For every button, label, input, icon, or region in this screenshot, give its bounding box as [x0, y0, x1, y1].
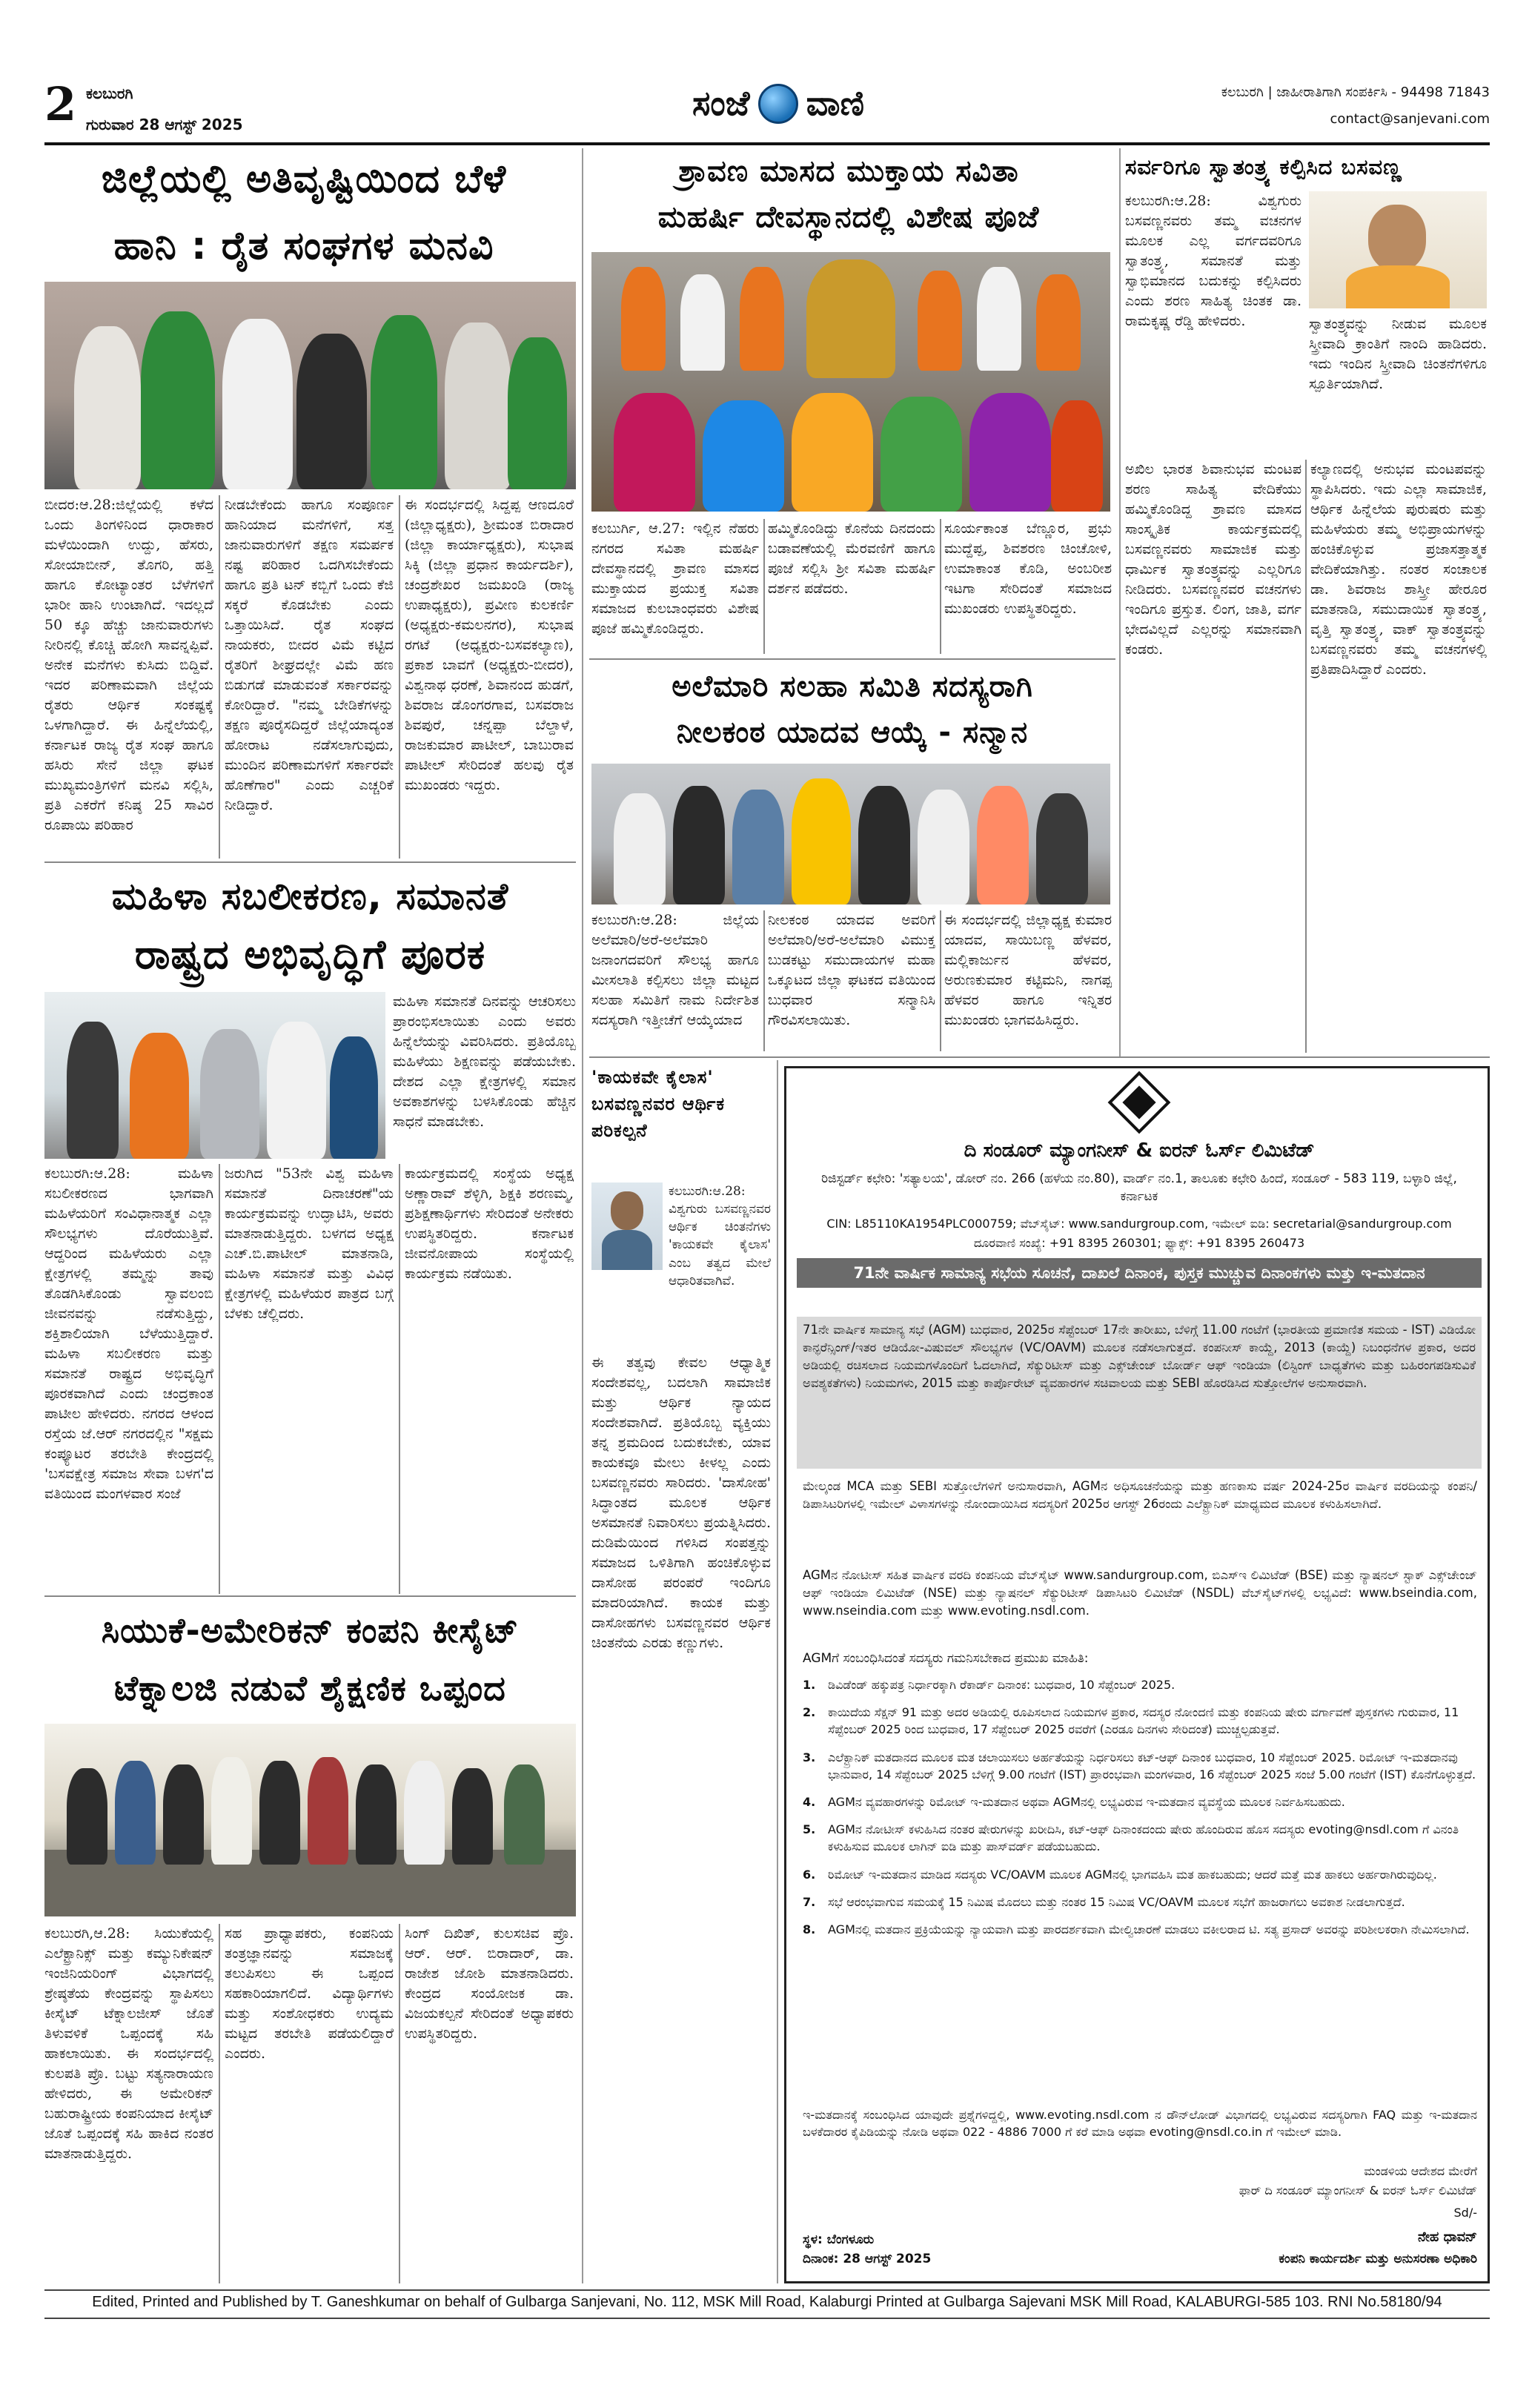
article6-headline: ಸರ್ವರಿಗೂ ಸ್ವಾತಂತ್ರ್ಯ ಕಲ್ಪಿಸಿದ ಬಸವಣ್ಣ	[1125, 154, 1402, 179]
article5-headline-1: ಅಲೆಮಾರಿ ಸಲಹಾ ಸಮಿತಿ ಸದಸ್ಯರಾಗಿ	[672, 669, 1033, 704]
article4-col2: ಹಮ್ಮಿಕೊಂಡಿದ್ದು ಕೊನೆಯ ದಿನದಂದು ಬಡಾವಣೆಯಲ್ಲಿ ಮೆರವಣಿಗೆ ಹಾಗೂ ಪೂಜೆ ಸಲ್ಲಿಸಿ ಶ್ರೀ ಸವಿತಾ ಮಹರ್ಷಿ ದರ್ಶನ ಪಡೆದರು.	[768, 520, 935, 597]
article2-photo	[44, 992, 385, 1159]
masthead-right-line: ಕಲಬುರಗಿ | ಜಾಹೀರಾತಿಗಾಗಿ ಸಂಪರ್ಕಿಸಿ - 94498 71843	[1221, 85, 1490, 100]
agm-notice-ad	[784, 1066, 1490, 2283]
article1-col1: ಬೀದರ:ಆ.28:ಜಿಲ್ಲೆಯಲ್ಲಿ ಕಳೆದ ಒಂದು ತಿಂಗಳಿನಿಂದ ಧಾರಾಕಾರ ಮಳೆಯಿಂದಾಗಿ ಉದ್ದು, ಹೆಸರು, ಸೋಯಾಬೀನ್, ತೊಗರಿ, ಹತ್ತಿ ಹಾಗೂ ಕೋಟ್ಯಾಂತರ ಬೆಳೆಗಳಿಗೆ ಭಾರೀ ಹಾನಿ ಉಂಟಾಗಿದೆ. ಇದಲ್ಲದೆ 50 ಕ್ಕೂ ಹೆಚ್ಚು ಜಾನುವಾರುಗಳು ನೀರಿನಲ್ಲಿ ಕೊಚ್ಚಿ ಹೋಗಿ ಸಾವನ್ನಪ್ಪಿವೆ. ಅನೇಕ ಮನೆಗಳು ಕುಸಿದು ಬಿದ್ದಿವೆ. ಇದರ ಪರಿಣಾಮವಾಗಿ ಜಿಲ್ಲೆಯ ರೈತರು ಆರ್ಥಿಕ ಸಂಕಷ್ಟಕ್ಕೆ ಒಳಗಾಗಿದ್ದಾರೆ. ಈ ಹಿನ್ನೆಲೆಯಲ್ಲಿ, ಕರ್ನಾಟಕ ರಾಜ್ಯ ರೈತ ಸಂಘ ಹಾಗೂ ಹಸಿರು ಸೇನೆ ಜಿಲ್ಲಾ ಘಟಕ ಮುಖ್ಯಮಂತ್ರಿಗಳಿಗೆ ಮನವಿ ಸಲ್ಲಿಸಿ, ಪ್ರತಿ ಎಕರೆಗೆ ಕನಿಷ್ಠ 25 ಸಾವಿರ ರೂಪಾಯಿ ಪರಿಹಾರ	[44, 497, 213, 833]
article7-portrait	[591, 1182, 663, 1270]
ad-board-order: ಮಂಡಳಿಯ ಆದೇಶದ ಮೇರೆಗೆ	[1364, 2164, 1477, 2178]
ad-company-name: ದಿ ಸಂಡೂರ್ ಮ್ಯಾಂಗನೀಸ್ & ಐರನ್ ಓರ್ಸ್ ಲಿಮಿಟೆಡ್	[964, 1140, 1315, 1162]
article1-photo	[44, 282, 576, 489]
article2-col1: ಕಲಬುರಗಿ:ಆ.28: ಮಹಿಳಾ ಸಬಲೀಕರಣದ ಭಾಗವಾಗಿ ಮಹಿಳೆಯರಿಗೆ ಸಂವಿಧಾನಾತ್ಮಕ ಎಲ್ಲಾ ಸೌಲಭ್ಯಗಳು ದೊರೆಯುತ್ತಿವೆ. ಆದ್ದರಿಂದ ಮಹಿಳೆಯರು ಎಲ್ಲಾ ಕ್ಷೇತ್ರಗಳಲ್ಲಿ ತಮ್ಮನ್ನು ತಾವು ತೊಡಗಿಸಿಕೊಂಡು ಸ್ವಾವಲಂಬಿ ಜೀವನವನ್ನು ನಡೆಸುತ್ತಿದ್ದು, ಶಕ್ತಿಶಾಲಿಯಾಗಿ ಬೆಳೆಯುತ್ತಿದ್ದಾರೆ. ಮಹಿಳಾ ಸಬಲೀಕರಣ ಮತ್ತು ಸಮಾನತೆ ರಾಷ್ಟ್ರದ ಅಭಿವೃದ್ಧಿಗೆ ಪೂರಕವಾಗಿದೆ ಎಂದು ಚಂದ್ರಕಾಂತ ಪಾಟೀಲ ಹೇಳಿದರು. ನಗರದ ಆಳಂದ ರಸ್ತೆಯ ಜೆ.ಆರ್ ನಗರದಲ್ಲಿನ "ಸಕ್ಷಮ ಕಂಪ್ಯೂಟರ ತರಬೇತಿ ಕೇಂದ್ರದಲ್ಲಿ 'ಬಸವಕ್ಷೇತ್ರ ಸಮಾಜ ಸೇವಾ ಬಳಗ'ದ ವತಿಯಿಂದ ಮಂಗಳವಾರ ಸಂಜೆ	[44, 1165, 213, 1502]
ad-sd: Sd/-	[1453, 2206, 1477, 2220]
masthead-date: ಗುರುವಾರ 28 ಆಗಸ್ಟ್ 2025	[86, 116, 243, 133]
ad-list-item: 2. ಕಾಯಿದೆಯ ಸೆಕ್ಷನ್ 91 ಮತ್ತು ಅದರ ಅಡಿಯಲ್ಲಿ ರೂಪಿಸಲಾದ ನಿಯಮಗಳ ಪ್ರಕಾರ, ಸದಸ್ಯರ ನೋಂದಣಿ ಮತ್ತು ಕಂಪನಿಯ ಷೇರು ವರ್ಗಾವಣೆ ಪುಸ್ತಕಗಳು ಗುರುವಾರ, 11 ಸೆಪ್ಟೆಂಬರ್ 2025 ರಿಂದ ಬುಧವಾರ, 17 ಸೆಪ್ಟೆಂಬರ್ 2025 ರವರೆಗೆ (ಎರಡೂ ದಿನಗಳು ಸೇರಿದಂತೆ) ಮುಚ್ಚಲ್ಪಡುತ್ತವೆ.	[803, 1705, 1459, 1737]
page-number: 2	[44, 77, 77, 131]
masthead-logo	[660, 83, 897, 132]
article5-col3: ಈ ಸಂದರ್ಭದಲ್ಲಿ ಜಿಲ್ಲಾಧ್ಯಕ್ಷ ಕುಮಾರ ಯಾದವ, ಸಾಯಿಬಣ್ಣ ಹೆಳವರ, ಮಲ್ಲಿಕಾರ್ಜುನ ಹೆಳವರ, ಅರುಣಕುಮಾರ ಕಟ್ಟಿಮನಿ, ನಾಗಪ್ಪ ಹೆಳವರ ಹಾಗೂ ಇನ್ನಿತರ ಮುಖಂಡರು ಭಾಗವಹಿಸಿದ್ದರು.	[944, 912, 1112, 1028]
masthead-city: ಕಲಬುರಗಿ	[86, 85, 133, 102]
article4-col1: ಕಲಬುರ್ಗಿ, ಆ.27: ಇಲ್ಲಿನ ನೆಹರು ನಗರದ ಸವಿತಾ ಮಹರ್ಷಿ ದೇವಸ್ಥಾನದಲ್ಲಿ ಶ್ರಾವಣ ಮಾಸದ ಮುಕ್ತಾಯದ ಪ್ರಯುಕ್ತ ಸವಿತಾ ಸಮಾಜದ ಕುಲಬಾಂಧವರು ವಿಶೇಷ ಪೂಜೆ ಹಮ್ಮಿಕೊಂಡಿದ್ದರು.	[591, 520, 759, 637]
masthead-rule	[44, 142, 1490, 145]
article2-headline-1: ಮಹಿಳಾ ಸಬಲೀಕರಣ, ಸಮಾನತೆ	[111, 875, 509, 918]
ad-signatory-name: ನೇಹ ಧಾವನ್	[1417, 2229, 1477, 2245]
company-logo-icon	[1108, 1071, 1171, 1134]
article6-col1: ಅಖಿಲ ಭಾರತ ಶಿವಾನುಭವ ಮಂಟಪ ಶರಣ ಸಾಹಿತ್ಯ ವೇದಿಕೆಯು ಹಮ್ಮಿಕೊಂಡಿದ್ದ ಶ್ರಾವಣ ಮಾಸದ ಸಾಂಸ್ಕೃತಿಕ ಕಾರ್ಯಕ್ರಮದಲ್ಲಿ ಬಸವಣ್ಣನವರು ಸಾಮಾಜಿಕ ಮತ್ತು ಧಾರ್ಮಿಕ ಸ್ವಾತಂತ್ರ್ಯವನ್ನು ಎಲ್ಲರಿಗೂ ನೀಡಿದರು. ಬಸವಣ್ಣನವರ ವಚನಗಳು ಇಂದಿಗೂ ಪ್ರಸ್ತುತ. ಲಿಂಗ, ಜಾತಿ, ವರ್ಗ ಭೇದವಿಲ್ಲದೆ ಎಲ್ಲರನ್ನು ಸಮಾನವಾಗಿ ಕಂಡರು.	[1125, 461, 1301, 658]
ad-phone: ದೂರವಾಣಿ ಸಂಖ್ಯೆ: +91 8395 260301; ಫ್ಯಾಕ್ಸ್: +91 8395 260473	[973, 1236, 1305, 1250]
article7-col-top: ಕಲಬುರಗಿ:ಆ.28: ವಿಶ್ವಗುರು ಬಸವಣ್ಣನವರ ಆರ್ಥಿಕ ಚಿಂತನೆಗಳು 'ಕಾಯಕವೇ ಕೈಲಾಸ' ಎಂಬ ತತ್ವದ ಮೇಲೆ ಆಧಾರಿತವಾಗಿವೆ.	[669, 1184, 771, 1289]
ad-date: ದಿನಾಂಕ: 28 ಆಗಸ್ಟ್ 2025	[803, 2252, 932, 2266]
article3-col3: ಸಿಂಗ್ ದಿಖಿತ್, ಕುಲಸಚಿವ ಪ್ರೊ. ಆರ್. ಆರ್. ಬಿರಾದಾರ್, ಡಾ. ರಾಜೇಶ ಜೋಶಿ ಮಾತನಾಡಿದರು. ಕೇಂದ್ರದ ಸಂಯೋಜಕ ಡಾ. ವಿಜಯಕಲ್ಪನೆ ಸೇರಿದಂತೆ ಅಧ್ಯಾಪಕರು ಉಪಸ್ಥಿತರಿದ್ದರು.	[405, 1925, 574, 2042]
ad-list-item: 7. ಸಭೆ ಆರಂಭವಾಗುವ ಸಮಯಕ್ಕೆ 15 ನಿಮಿಷ ಮೊದಲು ಮತ್ತು ನಂತರ 15 ನಿಮಿಷ VC/OAVM ಮೂಲಕ ಸಭೆಗೆ ಹಾಜರಾಗಲು ಅವಕಾಶ ನೀಡಲಾಗುತ್ತದೆ.	[803, 1894, 1405, 1909]
article3-col1: ಕಲಬುರಗಿ,ಆ.28: ಸಿಯುಕೆಯಲ್ಲಿ ಎಲೆಕ್ಟ್ರಾನಿಕ್ಸ್ ಮತ್ತು ಕಮ್ಯುನಿಕೇಷನ್ ಇಂಜಿನಿಯರಿಂಗ್ ವಿಭಾಗದಲ್ಲಿ ಶ್ರೇಷ್ಠತೆಯ ಕೇಂದ್ರವನ್ನು ಸ್ಥಾಪಿಸಲು ಕೀಸೈಟ್ ಟೆಕ್ನಾಲಜೀಸ್ ಜೊತೆ ತಿಳುವಳಿಕೆ ಒಪ್ಪಂದಕ್ಕೆ ಸಹಿ ಹಾಕಲಾಯಿತು. ಈ ಸಂದರ್ಭದಲ್ಲಿ ಕುಲಪತಿ ಪ್ರೊ. ಬಟ್ಟು ಸತ್ಯನಾರಾಯಣ ಹೇಳಿದರು, ಈ ಅಮೇರಿಕನ್ ಬಹುರಾಷ್ಟ್ರೀಯ ಕಂಪನಿಯಾದ ಕೀಸೈಟ್ ಜೊತೆ ಒಪ್ಪಂದಕ್ಕೆ ಸಹಿ ಹಾಕಿದ ನಂತರ ಮಾತನಾಡುತ್ತಿದ್ದರು.	[44, 1925, 213, 2162]
article6-portrait	[1309, 191, 1487, 308]
article5-col1: ಕಲಬುರಗಿ:ಆ.28: ಜಿಲ್ಲೆಯ ಅಲೆಮಾರಿ/ಅರೆ-ಅಲೆಮಾರಿ ಜನಾಂಗದವರಿಗೆ ಸೌಲಭ್ಯ ಹಾಗೂ ಮೀಸಲಾತಿ ಕಲ್ಪಿಸಲು ಜಿಲ್ಲಾ ಮಟ್ಟದ ಸಲಹಾ ಸಮಿತಿಗೆ ನಾಮ ನಿರ್ದೇಶಿತ ಸದಸ್ಯರಾಗಿ ಇತ್ತೀಚೆಗೆ ಆಯ್ಕೆಯಾದ	[591, 912, 759, 1028]
article4-headline-1: ಶ್ರಾವಣ ಮಾಸದ ಮುಕ್ತಾಯ ಸವಿತಾ	[678, 154, 1019, 188]
article1-headline-1: ಜಿಲ್ಲೆಯಲ್ಲಿ ಅತಿವೃಷ್ಟಿಯಿಂದ ಬೆಳೆ	[101, 157, 507, 202]
article5-headline-2: ನೀಲಕಂಠ ಯಾದವ ಆಯ್ಕೆ - ಸನ್ಮಾನ	[676, 715, 1029, 750]
article1-headline-2: ಹಾನಿ : ರೈತ ಸಂಘಗಳ ಮನವಿ	[113, 224, 494, 268]
masthead	[44, 77, 1490, 142]
ad-signatory-title: ಕಂಪನಿ ಕಾರ್ಯದರ್ಶಿ ಮತ್ತು ಅನುಸರಣಾ ಅಧಿಕಾರಿ	[1279, 2252, 1477, 2266]
ad-notice-title: 71ನೇ ವಾರ್ಷಿಕ ಸಾಮಾನ್ಯ ಸಭೆಯ ಸೂಚನೆ, ದಾಖಲೆ ದಿನಾಂಕ, ಪುಸ್ತಕ ಮುಚ್ಚುವ ದಿನಾಂಕಗಳು ಮತ್ತು ಇ-ಮತದಾನ	[797, 1258, 1482, 1288]
ad-help-para: ಇ-ಮತದಾನಕ್ಕೆ ಸಂಬಂಧಿಸಿದ ಯಾವುದೇ ಪ್ರಶ್ನೆಗಳಿದ್ದಲ್ಲಿ, www.evoting.nsdl.com ನ ಡೌನ್‌ಲೋಡ್ ವಿಭಾಗದಲ್ಲಿ ಲಭ್ಯವಿರುವ ಸದಸ್ಯರಿಗಾಗಿ FAQ ಮತ್ತು ಇ-ಮತದಾನ ಬಳಕೆದಾರರ ಕೈಪಿಡಿಯನ್ನು ನೋಡಿ ಅಥವಾ 022 - 4886 7000 ಗೆ ಕರೆ ಮಾಡಿ ಅಥವಾ evoting@nsdl.co.in ಗೆ ಇಮೇಲ್ ಮಾಡಿ.	[803, 2108, 1477, 2140]
article7-body: ಈ ತತ್ವವು ಕೇವಲ ಆಧ್ಯಾತ್ಮಿಕ ಸಂದೇಶವಲ್ಲ, ಬದಲಾಗಿ ಸಾಮಾಜಿಕ ಮತ್ತು ಆರ್ಥಿಕ ನ್ಯಾಯದ ಸಂದೇಶವಾಗಿದೆ. ಪ್ರತಿಯೊಬ್ಬ ವ್ಯಕ್ತಿಯು ತನ್ನ ಶ್ರಮದಿಂದ ಬದುಕಬೇಕು, ಯಾವ ಕಾಯಕವೂ ಮೇಲು ಕೀಳಲ್ಲ ಎಂದು ಬಸವಣ್ಣನವರು ಸಾರಿದರು. 'ದಾಸೋಹ' ಸಿದ್ಧಾಂತದ ಮೂಲಕ ಆರ್ಥಿಕ ಅಸಮಾನತೆ ನಿವಾರಿಸಲು ಪ್ರಯತ್ನಿಸಿದರು. ದುಡಿಮೆಯಿಂದ ಗಳಿಸಿದ ಸಂಪತ್ತನ್ನು ಸಮಾಜದ ಒಳಿತಿಗಾಗಿ ಹಂಚಿಕೊಳ್ಳುವ ದಾಸೋಹ ಪರಂಪರೆ ಇಂದಿಗೂ ಮಾದರಿಯಾಗಿದೆ. ಕಾಯಕ ಮತ್ತು ದಾಸೋಹಗಳು ಬಸವಣ್ಣನವರ ಆರ್ಥಿಕ ಚಿಂತನೆಯ ಎರಡು ಕಣ್ಣುಗಳು.	[591, 1354, 771, 1651]
ad-registered-office: ರಿಜಿಸ್ಟರ್ಡ್ ಕಛೇರಿ: 'ಸತ್ಯಾಲಯ', ಡೋರ್ ನಂ. 266 (ಹಳೆಯ ನಂ.80), ವಾರ್ಡ್ ನಂ.1, ತಾಲೂಕು ಕಛೇರಿ ಹಿಂದೆ, ಸಂಡೂರ್ - 583 119, ಬಳ್ಳಾರಿ ಜಿಲ್ಲೆ, ಕರ್ನಾಟಕ	[821, 1171, 1457, 1204]
article4-headline-2: ಮಹರ್ಷಿ ದೇವಸ್ಥಾನದಲ್ಲಿ ವಿಶೇಷ ಪೂಜೆ	[657, 200, 1040, 234]
logo-title-left: ಸಂಜೆ	[692, 83, 750, 123]
article1-col2: ನೀಡಬೇಕೆಂದು ಹಾಗೂ ಸಂಪೂರ್ಣ ಹಾನಿಯಾದ ಮನೆಗಳಿಗೆ, ಸತ್ತ ಜಾನುವಾರುಗಳಿಗೆ ತಕ್ಷಣ ಸಮರ್ಪಕ ನಷ್ಟ ಪರಿಹಾರ ಒದಗಿಸಬೇಕೆಂದು ಹಾಗೂ ಪ್ರತಿ ಟನ್ ಕಬ್ಬಿಗೆ ಒಂದು ಕೆಜಿ ಸಕ್ಕರೆ ಕೊಡಬೇಕು ಎಂದು ಒತ್ತಾಯಿಸಿದೆ. ರೈತ ಸಂಘದ ನಾಯಕರು, ಬೀದರ ವಿಮೆ ಕಟ್ಟಿದ ರೈತರಿಗೆ ಶೀಘ್ರದಲ್ಲೇ ವಿಮೆ ಹಣ ಬಿಡುಗಡೆ ಮಾಡುವಂತೆ ಸರ್ಕಾರವನ್ನು ಕೋರಿದ್ದಾರೆ. "ನಮ್ಮ ಬೇಡಿಕೆಗಳನ್ನು ತಕ್ಷಣ ಪೂರೈಸದಿದ್ದರೆ ಜಿಲ್ಲೆಯಾದ್ಯಂತ ಹೋರಾಟ ನಡೆಸಲಾಗುವುದು, ಮುಂದಿನ ಪರಿಣಾಮಗಳಿಗೆ ಸರ್ಕಾರವೇ ಹೊಣೆಗಾರ" ಎಂದು ಎಚ್ಚರಿಕೆ ನೀಡಿದ್ದಾರೆ.	[225, 497, 394, 813]
article5-col2: ನೀಲಕಂಠ ಯಾದವ ಅವರಿಗೆ ಅಲೆಮಾರಿ/ಅರೆ-ಅಲೆಮಾರಿ ವಿಮುಕ್ತ ಬುಡಕಟ್ಟು ಸಮುದಾಯಗಳ ಮಹಾ ಒಕ್ಕೂಟದ ಜಿಲ್ಲಾ ಘಟಕದ ವತಿಯಿಂದ ಬುಧವಾರ ಸನ್ಮಾನಿಸಿ ಗೌರವಿಸಲಾಯಿತು.	[768, 912, 935, 1028]
article6-intro: ಕಲಬುರಗಿ:ಆ.28: ವಿಶ್ವಗುರು ಬಸವಣ್ಣನವರು ತಮ್ಮ ವಚನಗಳ ಮೂಲಕ ಎಲ್ಲ ವರ್ಗದವರಿಗೂ ಸ್ವಾತಂತ್ರ್ಯ, ಸಮಾನತೆ ಮತ್ತು ಸ್ವಾಭಿಮಾನದ ಬದುಕನ್ನು ಕಲ್ಪಿಸಿದರು ಎಂದು ಶರಣ ಸಾಹಿತ್ಯ ಚಿಂತಕ ಡಾ. ರಾಮಕೃಷ್ಣ ರೆಡ್ಡಿ ಹೇಳಿದರು.	[1125, 193, 1301, 329]
article3-headline-2: ಟೆಕ್ನಾಲಜಿ ನಡುವೆ ಶೈಕ್ಷಣಿಕ ಒಪ್ಪಂದ	[114, 1668, 506, 1708]
ad-place: ಸ್ಥಳ: ಬೆಂಗಳೂರು	[803, 2232, 875, 2247]
ad-list-item: 4. AGMನ ವ್ಯವಹಾರಗಳನ್ನು ರಿಮೋಟ್ ಇ-ಮತದಾನ ಅಥವಾ AGMನಲ್ಲಿ ಲಭ್ಯವಿರುವ ಇ-ಮತದಾನ ವ್ಯವಸ್ಥೆಯ ಮೂಲಕ ನಿರ್ವಹಿಸಬಹುದು.	[803, 1794, 1345, 1809]
ad-para1: 71ನೇ ವಾರ್ಷಿಕ ಸಾಮಾನ್ಯ ಸಭೆ (AGM) ಬುಧವಾರ, 2025ರ ಸೆಪ್ಟೆಂಬರ್ 17ನೇ ತಾರೀಖು, ಬೆಳಿಗ್ಗೆ 11.00 ಗಂಟೆಗೆ (ಭಾರತೀಯ ಪ್ರಮಾಣಿತ ಸಮಯ - IST) ವಿಡಿಯೋ ಕಾನ್ಫರೆನ್ಸಿಂಗ್/ಇತರ ಆಡಿಯೋ-ವಿಷುವಲ್ ಸೌಲಭ್ಯಗಳ (VC/OAVM) ಮೂಲಕ ನಡೆಸಲಾಗುತ್ತದೆ. ಕಂಪನೀಸ್ ಕಾಯ್ದೆ, 2013 (ಕಾಯ್ದೆ) ನಿಬಂಧನೆಗಳ ಪ್ರಕಾರ, ಅದರ ಅಡಿಯಲ್ಲಿ ರಚಿಸಲಾದ ನಿಯಮಗಳೊಂದಿಗೆ ಓದಲಾಗಿದೆ, ಸೆಕ್ಯುರಿಟೀಸ್ ಮತ್ತು ಎಕ್ಸ್‌ಚೇಂಜ್ ಬೋರ್ಡ್ ಆಫ್ ಇಂಡಿಯಾ (ಲಿಸ್ಟಿಂಗ್ ಬಾಧ್ಯತೆಗಳು ಮತ್ತು ಬಹಿರಂಗಪಡಿಸುವಿಕೆ ಅವಶ್ಯಕತೆಗಳು) ನಿಯಮಗಳು, 2015 ಮತ್ತು ಕಾರ್ಪೊರೇಟ್ ವ್ಯವಹಾರಗಳ ಸಚಿವಾಲಯ ಮತ್ತು SEBI ಹೊರಡಿಸಿದ ಸುತ್ತೋಲೆಗಳ ಅನುಸಾರವಾಗಿ.	[797, 1317, 1482, 1469]
article3-col2: ಸಹ ಪ್ರಾಧ್ಯಾಪಕರು, ಕಂಪನಿಯ ತಂತ್ರಜ್ಞಾನವನ್ನು ಸಮಾಜಕ್ಕೆ ತಲುಪಿಸಲು ಈ ಒಪ್ಪಂದ ಸಹಕಾರಿಯಾಗಲಿದೆ. ವಿದ್ಯಾರ್ಥಿಗಳು ಮತ್ತು ಸಂಶೋಧಕರು ಉದ್ಯಮ ಮಟ್ಟದ ತರಬೇತಿ ಪಡೆಯಲಿದ್ದಾರೆ ಎಂದರು.	[225, 1925, 394, 2062]
ad-list-item: 3. ಎಲೆಕ್ಟ್ರಾನಿಕ್ ಮತದಾನದ ಮೂಲಕ ಮತ ಚಲಾಯಿಸಲು ಅರ್ಹತೆಯನ್ನು ನಿರ್ಧರಿಸಲು ಕಟ್-ಆಫ್ ದಿನಾಂಕ ಬುಧವಾರ, 10 ಸೆಪ್ಟೆಂಬರ್ 2025. ರಿಮೋಟ್ ಇ-ಮತದಾನವು ಭಾನುವಾರ, 14 ಸೆಪ್ಟೆಂಬರ್ 2025 ಬೆಳಿಗ್ಗೆ 9.00 ಗಂಟೆಗೆ (IST) ಪ್ರಾರಂಭವಾಗಿ ಮಂಗಳವಾರ, 16 ಸೆಪ್ಟೆಂಬರ್ 2025 ಸಂಜೆ 5.00 ಗಂಟೆಗೆ (IST) ಕೊನೆಗೊಳ್ಳುತ್ತದೆ.	[803, 1750, 1476, 1782]
article4-col3: ಸೂರ್ಯಕಾಂತ ಬೆಣ್ಣೂರ, ಪ್ರಭು ಮುದ್ದೆಪ್ಪ, ಶಿವಶರಣ ಚಿಂಚೋಳಿ, ಉಮಾಕಾಂತ ಕೊಡಿ, ಅಂಬರೀಶ ಇಟಗಾ ಸೇರಿದಂತೆ ಸಮಾಜದ ಮುಖಂಡರು ಉಪಸ್ಥಿತರಿದ್ದರು.	[944, 520, 1112, 617]
article1-col3: ಈ ಸಂದರ್ಭದಲ್ಲಿ ಸಿದ್ದಪ್ಪ ಆಣದೂರೆ (ಜಿಲ್ಲಾಧ್ಯಕ್ಷರು), ಶ್ರೀಮಂತ ಬಿರಾದಾರ (ಜಿಲ್ಲಾ ಕಾರ್ಯಾಧ್ಯಕ್ಷರು), ಸುಭಾಷ ಸಿಕ್ಕಿ (ಜಿಲ್ಲಾ ಪ್ರಧಾನ ಕಾರ್ಯದರ್ಶಿ), ಚಂದ್ರಶೇಖರ ಜಮಖಂಡಿ (ರಾಜ್ಯ ಉಪಾಧ್ಯಕ್ಷರು), ಪ್ರವೀಣ ಕುಲಕರ್ಣಿ (ಅಧ್ಯಕ್ಷರು-ಕಮಲನಗರ), ಸುಭಾಷ ರಗಟೆ (ಅಧ್ಯಕ್ಷರು-ಬಸವಕಲ್ಯಾಣ), ಪ್ರಕಾಶ ಬಾವಗೆ (ಅಧ್ಯಕ್ಷರು-ಬೀದರ), ವಿಶ್ವನಾಥ ಧರಣೆ, ಶಿವಾನಂದ ಹುಡಗೆ, ಶಿವರಾಜ ಡೊಂಗರಗಾವ, ಬಸವರಾಜ ಶಿವಪುರೆ, ಚನ್ನಪ್ಪಾ ಬೆಲ್ದಾಳೆ, ರಾಜಕುಮಾರ ಪಾಟೀಲ್, ಬಾಬುರಾವ ಪಾಟೀಲ್ ಸೇರಿದಂತೆ ಹಲವು ರೈತ ಮುಖಂಡರು ಇದ್ದರು.	[405, 497, 574, 793]
article2-headline-2: ರಾಷ್ಟ್ರದ ಅಭಿವೃದ್ಧಿಗೆ ಪೂರಕ	[134, 931, 486, 978]
ad-list-item: 5. AGMನ ನೋಟೀಸ್ ಕಳುಹಿಸಿದ ನಂತರ ಷೇರುಗಳನ್ನು ಖರೀದಿಸಿ, ಕಟ್-ಆಫ್ ದಿನಾಂಕದಂದು ಷೇರು ಹೊಂದಿರುವ ಹೊಸ ಸದಸ್ಯರು evoting@nsdl.com ಗೆ ವಿನಂತಿ ಕಳುಹಿಸುವ ಮೂಲಕ ಲಾಗಿನ್ ಐಡಿ ಮತ್ತು ಪಾಸ್‌ವರ್ಡ್ ಪಡೆಯಬಹುದು.	[803, 1822, 1459, 1854]
logo-title-right: ವಾಣಿ	[806, 83, 865, 123]
ad-list-item: 1. ಡಿವಿಡೆಂಡ್ ಹಕ್ಕುಪತ್ರ ನಿರ್ಧಾರಕ್ಕಾಗಿ ರೆಕಾರ್ಡ್ ದಿನಾಂಕ: ಬುಧವಾರ, 10 ಸೆಪ್ಟೆಂಬರ್ 2025.	[803, 1678, 1175, 1692]
article2-col-right-top: ಮಹಿಳಾ ಸಮಾನತೆ ದಿನವನ್ನು ಆಚರಿಸಲು ಪ್ರಾರಂಭಿಸಲಾಯಿತು ಎಂದು ಅವರು ಹಿನ್ನೆಲೆಯನ್ನು ವಿವರಿಸಿದರು. ಪ್ರತಿಯೊಬ್ಬ ಮಹಿಳೆಯು ಶಿಕ್ಷಣವನ್ನು ಪಡೆಯಬೇಕು. ದೇಶದ ಎಲ್ಲಾ ಕ್ಷೇತ್ರಗಳಲ್ಲಿ ಸಮಾನ ಅವಕಾಶಗಳನ್ನು ಬಳಸಿಕೊಂಡು ಹೆಚ್ಚಿನ ಸಾಧನೆ ಮಾಡಬೇಕು.	[393, 993, 576, 1130]
globe-icon	[758, 84, 798, 124]
article2-col3: ಕಾರ್ಯಕ್ರಮದಲ್ಲಿ ಸಂಸ್ಥೆಯ ಅಧ್ಯಕ್ಷ ಅಣ್ಣಾರಾವ್ ಶೆಳ್ಳಿಗಿ, ಶಿಕ್ಷಕಿ ಶರಣಮ್ಮ, ಪ್ರಶಿಕ್ಷಣಾರ್ಥಿಗಳು ಸೇರಿದಂತೆ ಅನೇಕರು ಉಪಸ್ಥಿತರಿದ್ದರು. ಕರ್ನಾಟಕ ಜೀವನೋಪಾಯ ಸಂಸ್ಥೆಯಲ್ಲಿ ಕಾರ್ಯಕ್ರಮ ನಡೆಯಿತು.	[405, 1165, 574, 1282]
article3-headline-1: ಸಿಯುಕೆ-ಅಮೇರಿಕನ್ ಕಂಪನಿ ಕೀಸೈಟ್	[101, 1610, 520, 1650]
article4-photo	[591, 252, 1110, 512]
ad-list-item: 6. ರಿಮೋಟ್ ಇ-ಮತದಾನ ಮಾಡಿದ ಸದಸ್ಯರು VC/OAVM ಮೂಲಕ AGMನಲ್ಲಿ ಭಾಗವಹಿಸಿ ಮತ ಹಾಕಬಹುದು; ಆದರೆ ಮತ್ತೆ ಮತ ಹಾಕಲು ಅರ್ಹರಾಗಿರುವುದಿಲ್ಲ.	[803, 1867, 1437, 1882]
article2-col2: ಜರುಗಿದ "53ನೇ ವಿಶ್ವ ಮಹಿಳಾ ಸಮಾನತೆ ದಿನಾಚರಣೆ"ಯ ಕಾರ್ಯಕ್ರಮವನ್ನು ಉದ್ಘಾಟಿಸಿ, ಅವರು ಮಾತನಾಡುತ್ತಿದ್ದರು. ಬಳಗದ ಅಧ್ಯಕ್ಷ ಎಚ್.ಬಿ.ಪಾಟೀಲ್ ಮಾತನಾಡಿ, ಮಹಿಳಾ ಸಮಾನತೆ ಮತ್ತು ವಿವಿಧ ಕ್ಷೇತ್ರಗಳಲ್ಲಿ ಮಹಿಳೆಯರ ಪಾತ್ರದ ಬಗ್ಗೆ ಬೆಳಕು ಚೆಲ್ಲಿದರು.	[225, 1165, 394, 1322]
ad-list-heading: AGMಗೆ ಸಂಬಂಧಿಸಿದಂತೆ ಸದಸ್ಯರು ಗಮನಿಸಬೇಕಾದ ಪ್ರಮುಖ ಮಾಹಿತಿ:	[803, 1651, 1089, 1666]
ad-for-company: ಫಾರ್ ದಿ ಸಂಡೂರ್ ಮ್ಯಾಂಗನೀಸ್ & ಐರನ್ ಓರ್ಸ್ ಲಿಮಿಟೆಡ್	[1238, 2183, 1477, 2197]
article7-headline: 'ಕಾಯಕವೇ ಕೈಲಾಸ' ಬಸವಣ್ಣನವರ ಆರ್ಥಿಕ ಪರಿಕಲ್ಪನೆ	[591, 1067, 726, 1141]
article6-col2: ಕಲ್ಯಾಣದಲ್ಲಿ ಅನುಭವ ಮಂಟಪವನ್ನು ಸ್ಥಾಪಿಸಿದರು. ಇದು ಎಲ್ಲಾ ಸಾಮಾಜಿಕ, ಆರ್ಥಿಕ ಹಿನ್ನೆಲೆಯ ಪುರುಷರು ಮತ್ತು ಮಹಿಳೆಯರು ತಮ್ಮ ಅಭಿಪ್ರಾಯಗಳನ್ನು ಹಂಚಿಕೊಳ್ಳುವ ಪ್ರಜಾಸತ್ತಾತ್ಮಕ ವೇದಿಕೆಯಾಗಿತ್ತು. ನಂತರ ಸಂಚಾಲಕ ಡಾ. ಶಿವರಾಜ ಶಾಸ್ತ್ರೀ ಹೇರೂರ ಮಾತನಾಡಿ, ಸಮುದಾಯಿಕ ಸ್ವಾತಂತ್ರ್ಯ, ವೃತ್ತಿ ಸ್ವಾತಂತ್ರ್ಯ, ವಾಕ್ ಸ್ವಾತಂತ್ರ್ಯವನ್ನು ಬಸವಣ್ಣನವರು ತಮ್ಮ ವಚನಗಳಲ್ಲಿ ಪ್ರತಿಪಾದಿಸಿದ್ದಾರೆ ಎಂದರು.	[1310, 461, 1487, 678]
footer-imprint: Edited, Printed and Published by T. Ganeshkumar on behalf of Gulbarga Sanjevani, No. 112, MSK Mill Road, Kalaburgi Printed at Gulbarga Sajevani MSK Mill Road, KALABURGI-585 103. RNI No.58180/94	[92, 2294, 1442, 2310]
article5-photo	[591, 764, 1110, 904]
ad-para2: ಮೇಲ್ಕಂಡ MCA ಮತ್ತು SEBI ಸುತ್ತೋಲೆಗಳಿಗೆ ಅನುಸಾರವಾಗಿ, AGMನ ಅಧಿಸೂಚನೆಯನ್ನು ಮತ್ತು ಹಣಕಾಸು ವರ್ಷ 2024-25ರ ವಾರ್ಷಿಕ ವರದಿಯನ್ನು ಕಂಪನಿ/ಡಿಪಾಸಿಟರಿಗಳಲ್ಲಿ ಇಮೇಲ್ ವಿಳಾಸಗಳನ್ನು ನೋಂದಾಯಿಸಿದ ಸದಸ್ಯರಿಗೆ 2025ರ ಆಗಸ್ಟ್ 26ರಂದು ಎಲೆಕ್ಟ್ರಾನಿಕ್ ಮಾಧ್ಯಮದ ಮೂಲಕ ಕಳುಹಿಸಲಾಗಿದೆ.	[803, 1479, 1477, 1511]
article3-photo	[44, 1724, 576, 1916]
ad-para3: AGMನ ನೋಟೀಸ್ ಸಹಿತ ವಾರ್ಷಿಕ ವರದಿ ಕಂಪನಿಯ ವೆಬ್‌ಸೈಟ್ www.sandurgroup.com, ಬಿಎಸ್‌ಇ ಲಿಮಿಟೆಡ್ (BSE) ಮತ್ತು ನ್ಯಾಷನಲ್ ಸ್ಟಾಕ್ ಎಕ್ಸ್‌ಚೇಂಜ್ ಆಫ್ ಇಂಡಿಯಾ ಲಿಮಿಟೆಡ್ (NSE) ಮತ್ತು ನ್ಯಾಷನಲ್ ಸೆಕ್ಯುರಿಟೀಸ್ ಡಿಪಾಸಿಟರಿ ಲಿಮಿಟೆಡ್ (NSDL) ವೆಬ್‌ಸೈಟ್‌ಗಳಲ್ಲಿ ಲಭ್ಯವಿದೆ: www.bseindia.com, www.nseindia.com ಮತ್ತು www.evoting.nsdl.com.	[803, 1568, 1477, 1618]
masthead-email[interactable]: contact@sanjevani.com	[1330, 111, 1490, 127]
ad-cin: CIN: L85110KA1954PLC000759; ವೆಬ್‌ಸೈಟ್: www.sandurgroup.com, ಇಮೇಲ್ ಐಡಿ: secretarial@sandurgroup.com	[826, 1217, 1452, 1231]
ad-list-item: 8. AGMನಲ್ಲಿ ಮತದಾನ ಪ್ರಕ್ರಿಯೆಯನ್ನು ನ್ಯಾಯವಾಗಿ ಮತ್ತು ಪಾರದರ್ಶಕವಾಗಿ ಮೇಲ್ವಿಚಾರಣೆ ಮಾಡಲು ವಕೀಲರಾದ ಟಿ. ಸತ್ಯ ಪ್ರಸಾದ್ ಅವರನ್ನು ಪರಿಶೀಲಕರಾಗಿ ನೇಮಿಸಲಾಗಿದೆ.	[803, 1922, 1470, 1936]
ad-info-list	[803, 1676, 1477, 1948]
article6-side: ಸ್ವಾತಂತ್ರ್ಯವನ್ನು ನೀಡುವ ಮೂಲಕ ಸ್ತ್ರೀವಾದಿ ಕ್ರಾಂತಿಗೆ ನಾಂದಿ ಹಾಡಿದರು. ಇದು ಇಂದಿನ ಸ್ತ್ರೀವಾದಿ ಚಿಂತನೆಗಳಿಗೂ ಸ್ಪೂರ್ತಿಯಾಗಿದೆ.	[1309, 316, 1487, 392]
